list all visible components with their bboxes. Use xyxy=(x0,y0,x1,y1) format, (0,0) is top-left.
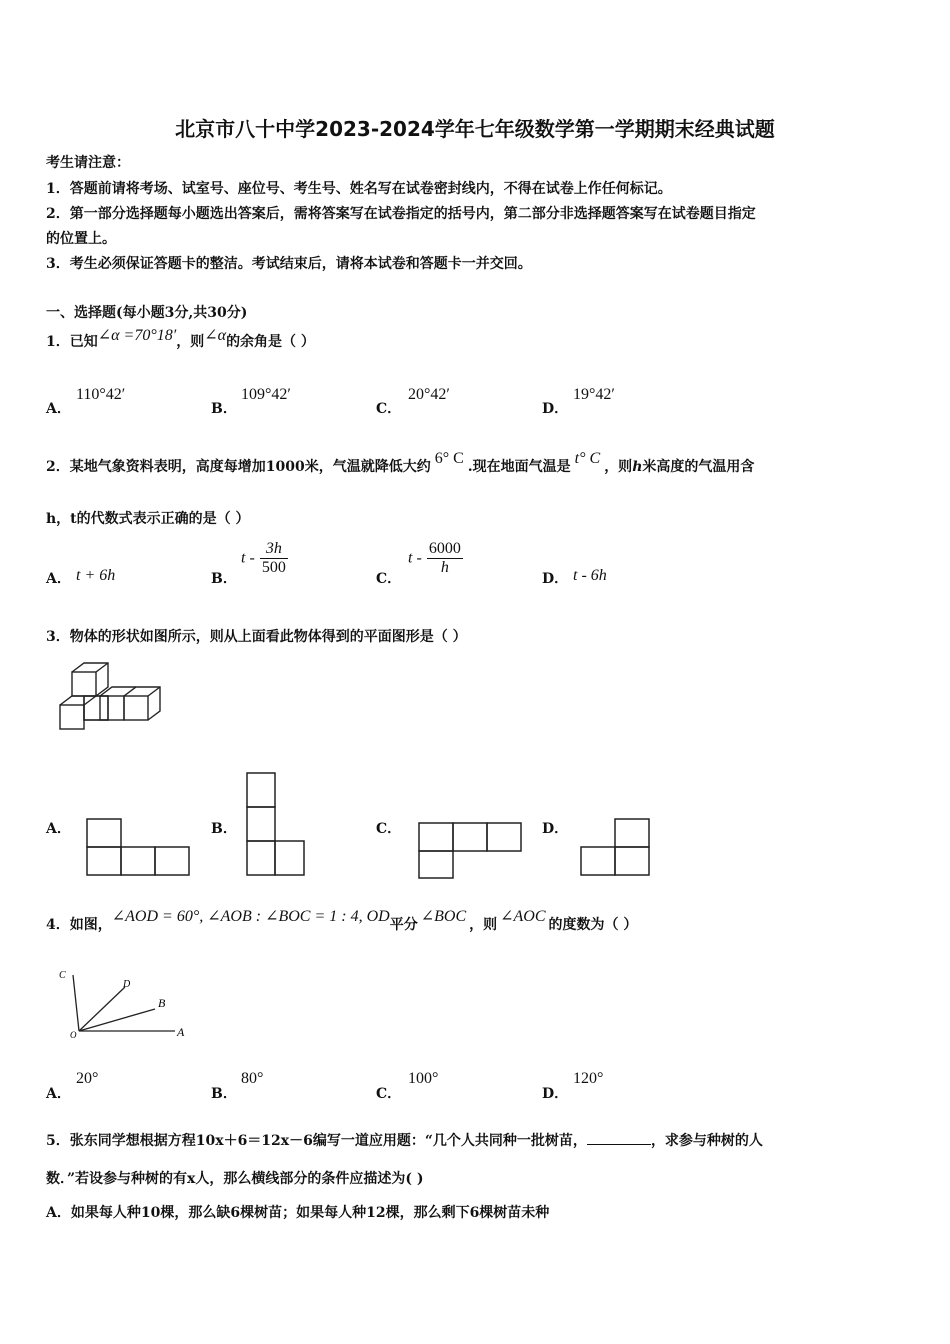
q4-option-c-label: C． xyxy=(376,1086,402,1102)
q2-option-c-fraction xyxy=(427,540,463,577)
q4-option-d-value: 120° xyxy=(573,1070,604,1087)
q3-option-b-label: B． xyxy=(211,821,237,837)
q4-angle-figure xyxy=(55,965,195,1045)
q5-text-b: ，求参与种树的人 xyxy=(650,1133,763,1149)
q1-option-c-value: 20°42′ xyxy=(408,386,450,403)
question-5-line-2: 数．”若设参与种树的有x人，那么横线部分的条件应描述为( ) xyxy=(46,1171,424,1187)
q1-mid: ，则 xyxy=(176,334,205,350)
notice-heading: 考生请注意： xyxy=(46,155,130,171)
notice-item-3: 3．考生必须保证答题卡的整洁。考试结束后，请将本试卷和答题卡一并交回。 xyxy=(46,256,532,272)
q1-post: 的余角是（ ） xyxy=(226,334,315,350)
q5-blank xyxy=(587,1132,651,1145)
q1-angle2: ∠α xyxy=(204,327,227,344)
question-3: 3．物体的形状如图所示，则从上面看此物体得到的平面图形是（ ） xyxy=(46,629,467,645)
q1-option-c-label: C． xyxy=(376,401,402,417)
q2-option-c-num: 6000 xyxy=(428,540,461,557)
q2-option-c-label: C． xyxy=(376,571,402,587)
page-title: 北京市八十中学2023-2024学年七年级数学第一学期期末经典试题 xyxy=(175,117,775,141)
q2-option-b-num: 3h xyxy=(260,540,288,559)
q2-option-a-label: A． xyxy=(46,571,71,587)
q4-label-b: B xyxy=(158,996,166,1010)
q4-option-a-label: A． xyxy=(46,1086,71,1102)
q4-aoc: ∠AOC xyxy=(500,908,546,925)
q2-var-h: h xyxy=(632,459,643,475)
q1-option-d-label: D． xyxy=(542,401,569,417)
q1-angle: ∠α =70°18′ xyxy=(97,327,177,344)
q3-option-a-label: A． xyxy=(46,821,71,837)
q3-option-c-figure xyxy=(418,822,526,880)
section-heading: 一、选择题(每小题3分,共30分) xyxy=(46,305,248,321)
q2-option-d-label: D． xyxy=(542,571,569,587)
q4-label-a: A xyxy=(177,1025,185,1039)
q3-option-d-label: D． xyxy=(542,821,569,837)
q2-option-b-pre: t - xyxy=(241,549,255,567)
q1-option-b-value: 109°42′ xyxy=(241,386,291,403)
q3-option-c-label: C． xyxy=(376,821,402,837)
q2-option-b-label: B． xyxy=(211,571,237,587)
q2-option-a-expr: t + 6h xyxy=(76,567,116,584)
q4-mid: 平分 xyxy=(389,917,418,933)
q4-label-o: O xyxy=(70,1030,77,1040)
question-5-line-1 xyxy=(46,1130,763,1150)
q4-option-b-label: B． xyxy=(211,1086,237,1102)
q3-option-d-figure xyxy=(580,818,652,878)
notice-item-2: 2．第一部分选择题每小题选出答案后，需将答案写在试卷指定的括号内，第二部分非选择题答案写在试卷题目指定 xyxy=(46,206,756,222)
q2-text-d: 米高度的气温用含 xyxy=(642,459,755,475)
q2-temp1: 6° C xyxy=(434,450,464,467)
q2-text-c: ，则 xyxy=(604,459,633,475)
q1-option-b-label: B． xyxy=(211,401,237,417)
q4-option-b-value: 80° xyxy=(241,1070,264,1087)
q2-option-c-pre: t - xyxy=(408,549,422,567)
q4-post: 的度数为（ ） xyxy=(548,917,638,933)
q2-option-c-expr xyxy=(408,540,463,577)
q4-mid2: ，则 xyxy=(469,917,498,933)
q1-option-a-label: A． xyxy=(46,401,71,417)
q4-label-c: C xyxy=(59,970,66,981)
q4-label-d: D xyxy=(123,979,131,990)
q2-option-c-den: h xyxy=(440,559,449,576)
q2-text-a: 2．某地气象资料表明，高度每增加1000米，气温就降低大约 xyxy=(46,459,431,475)
q1-option-d-value: 19°42′ xyxy=(573,386,615,403)
question-2-line-1 xyxy=(46,450,755,476)
question-1 xyxy=(46,327,315,351)
question-2-line-2: h，t的代数式表示正确的是（ ） xyxy=(46,511,250,527)
q2-option-b-expr xyxy=(241,540,288,577)
q4-condition: ∠AOD = 60°, ∠AOB : ∠BOC = 1 : 4, OD xyxy=(111,908,390,925)
q4-option-c-value: 100° xyxy=(408,1070,439,1087)
notice-item-2-cont: 的位置上。 xyxy=(46,231,116,247)
q4-option-d-label: D． xyxy=(542,1086,569,1102)
q1-pre: 1．已知 xyxy=(46,334,98,350)
q4-option-a-value: 20° xyxy=(76,1070,99,1087)
q5-text-a: 5．张东同学想根据方程10x＋6＝12x－6编写一道应用题：“几个人共同种一批树苗， xyxy=(46,1133,587,1149)
q2-option-d-expr: t - 6h xyxy=(573,567,607,584)
q3-solid-figure xyxy=(55,660,165,735)
q2-text-b: .现在地面气温是 xyxy=(467,459,571,475)
q3-option-b-figure xyxy=(246,772,308,877)
q2-option-b-fraction xyxy=(260,540,288,577)
q2-option-b-den: 500 xyxy=(261,559,286,576)
q3-option-a-figure xyxy=(86,818,192,876)
q1-option-a-value: 110°42′ xyxy=(76,386,126,403)
q4-boc: ∠BOC xyxy=(420,908,467,925)
q4-pre: 4．如图， xyxy=(46,917,112,933)
notice-item-1: 1．答题前请将考场、试室号、座位号、考生号、姓名写在试卷密封线内，不得在试卷上作任何标记。 xyxy=(46,181,672,197)
q2-temp2: t° C xyxy=(574,450,601,467)
q5-option-a: A．如果每人种10棵，那么缺6棵树苗；如果每人种12棵，那么剩下6棵树苗未种 xyxy=(46,1205,550,1221)
question-4 xyxy=(46,906,638,933)
